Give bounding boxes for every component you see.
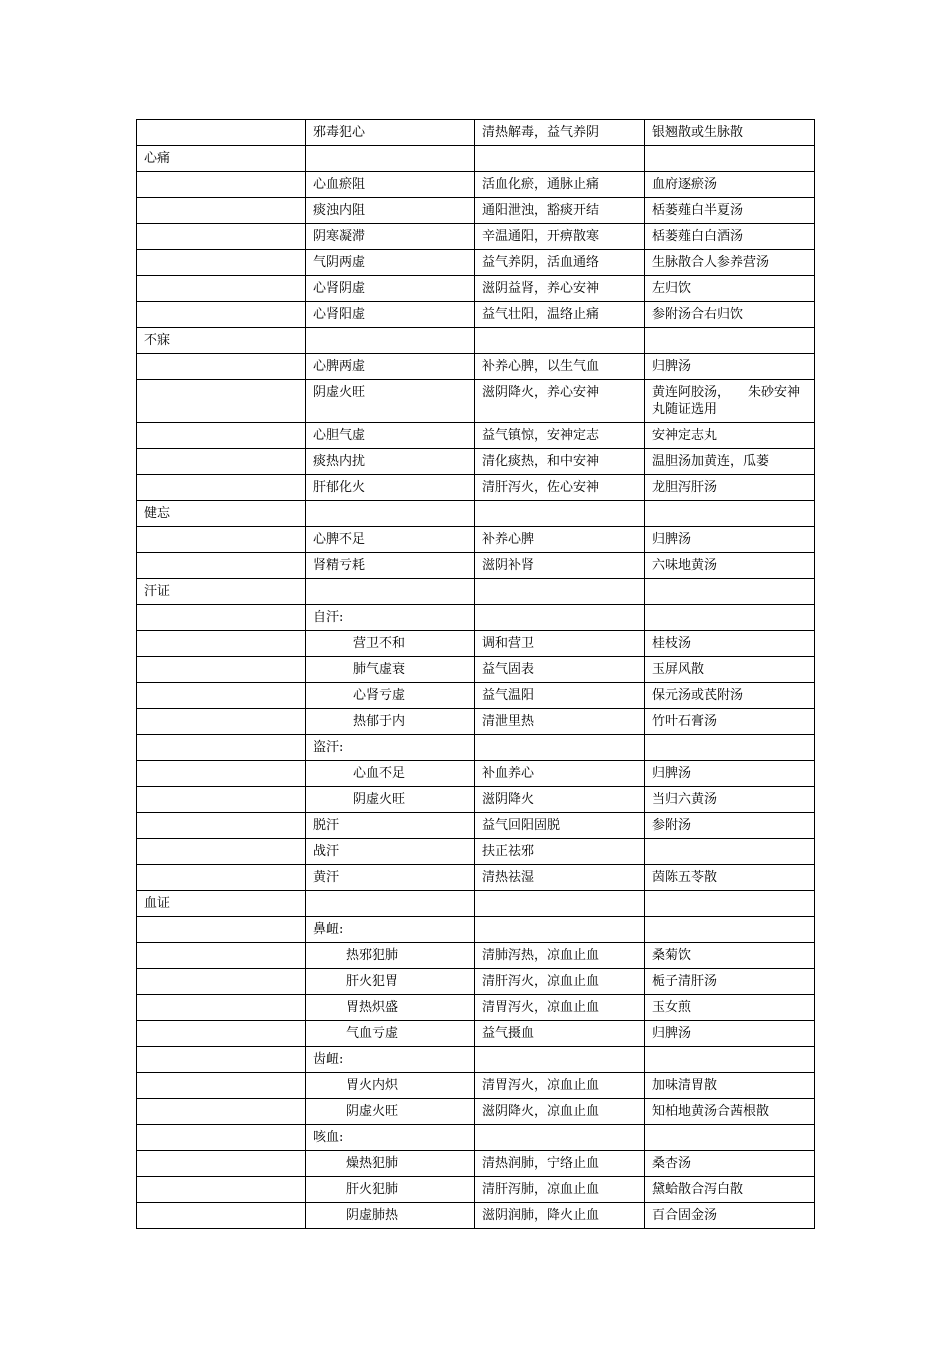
table-row bbox=[137, 969, 815, 995]
syndrome-cell: 痰浊内阻 bbox=[306, 198, 475, 224]
table-row bbox=[137, 891, 815, 917]
syndrome-cell: 心血不足 bbox=[306, 761, 475, 787]
table-row bbox=[137, 475, 815, 501]
table-row bbox=[137, 1151, 815, 1177]
disease-cell bbox=[137, 423, 306, 449]
formula-cell bbox=[645, 146, 815, 172]
treatment-cell bbox=[475, 1047, 645, 1073]
disease-cell bbox=[137, 1099, 306, 1125]
disease-cell bbox=[137, 735, 306, 761]
disease-cell: 血证 bbox=[137, 891, 306, 917]
syndrome-cell: 气血亏虚 bbox=[306, 1021, 475, 1047]
treatment-cell: 补血养心 bbox=[475, 761, 645, 787]
formula-cell: 参附汤合右归饮 bbox=[645, 302, 815, 328]
treatment-cell: 滋阴降火 bbox=[475, 787, 645, 813]
treatment-cell: 滋阴润肺，降火止血 bbox=[475, 1203, 645, 1229]
table-row bbox=[137, 198, 815, 224]
table-row bbox=[137, 579, 815, 605]
treatment-cell: 清化痰热，和中安神 bbox=[475, 449, 645, 475]
formula-cell: 归脾汤 bbox=[645, 354, 815, 380]
treatment-cell bbox=[475, 735, 645, 761]
formula-cell bbox=[645, 380, 815, 423]
formula-cell: 当归六黄汤 bbox=[645, 787, 815, 813]
table-row bbox=[137, 683, 815, 709]
syndrome-cell: 鼻衄: bbox=[306, 917, 475, 943]
formula-cell: 竹叶石膏汤 bbox=[645, 709, 815, 735]
formula-part-2: 朱砂安神丸随证选用 bbox=[652, 385, 801, 417]
syndrome-cell: 邪毒犯心 bbox=[306, 120, 475, 146]
disease-cell bbox=[137, 631, 306, 657]
table-row bbox=[137, 657, 815, 683]
syndrome-cell: 肾精亏耗 bbox=[306, 553, 475, 579]
treatment-cell bbox=[475, 328, 645, 354]
formula-cell: 生脉散合人参养营汤 bbox=[645, 250, 815, 276]
disease-cell: 健忘 bbox=[137, 501, 306, 527]
treatment-cell: 益气镇惊，安神定志 bbox=[475, 423, 645, 449]
formula-cell bbox=[645, 605, 815, 631]
treatment-cell: 益气摄血 bbox=[475, 1021, 645, 1047]
formula-cell: 玉女煎 bbox=[645, 995, 815, 1021]
disease-cell bbox=[137, 657, 306, 683]
disease-cell bbox=[137, 1203, 306, 1229]
syndrome-cell: 心肾亏虚 bbox=[306, 683, 475, 709]
table-row bbox=[137, 839, 815, 865]
treatment-cell: 滋阴益肾，养心安神 bbox=[475, 276, 645, 302]
treatment-cell: 通阳泄浊，豁痰开结 bbox=[475, 198, 645, 224]
syndrome-cell: 热郁于内 bbox=[306, 709, 475, 735]
disease-cell bbox=[137, 527, 306, 553]
treatment-cell bbox=[475, 891, 645, 917]
disease-cell bbox=[137, 917, 306, 943]
formula-cell: 归脾汤 bbox=[645, 1021, 815, 1047]
disease-cell bbox=[137, 1021, 306, 1047]
formula-cell bbox=[645, 501, 815, 527]
disease-cell bbox=[137, 943, 306, 969]
table-row bbox=[137, 250, 815, 276]
table-row bbox=[137, 1203, 815, 1229]
formula-cell bbox=[645, 917, 815, 943]
treatment-cell: 清热润肺，宁络止血 bbox=[475, 1151, 645, 1177]
disease-cell bbox=[137, 813, 306, 839]
disease-cell bbox=[137, 683, 306, 709]
disease-cell bbox=[137, 380, 306, 423]
table-row bbox=[137, 328, 815, 354]
formula-cell: 归脾汤 bbox=[645, 761, 815, 787]
treatment-cell: 清胃泻火，凉血止血 bbox=[475, 995, 645, 1021]
formula-cell: 栀子清肝汤 bbox=[645, 969, 815, 995]
table-row bbox=[137, 995, 815, 1021]
syndrome-cell: 肝火犯肺 bbox=[306, 1177, 475, 1203]
table-row bbox=[137, 605, 815, 631]
disease-cell bbox=[137, 839, 306, 865]
disease-cell bbox=[137, 276, 306, 302]
table-row bbox=[137, 917, 815, 943]
disease-cell bbox=[137, 198, 306, 224]
table-row bbox=[137, 865, 815, 891]
formula-cell: 银翘散或生脉散 bbox=[645, 120, 815, 146]
table-row bbox=[137, 735, 815, 761]
table-row bbox=[137, 527, 815, 553]
syndrome-cell: 阴虚火旺 bbox=[306, 380, 475, 423]
table-row bbox=[137, 380, 815, 423]
syndrome-cell bbox=[306, 579, 475, 605]
syndrome-cell: 自汗: bbox=[306, 605, 475, 631]
table-row bbox=[137, 1177, 815, 1203]
treatment-cell: 调和营卫 bbox=[475, 631, 645, 657]
table-row bbox=[137, 553, 815, 579]
table-row bbox=[137, 354, 815, 380]
formula-cell: 桑杏汤 bbox=[645, 1151, 815, 1177]
table-row bbox=[137, 224, 815, 250]
treatment-cell: 益气壮阳，温络止痛 bbox=[475, 302, 645, 328]
treatment-cell: 清热祛湿 bbox=[475, 865, 645, 891]
formula-cell: 栝蒌薤白白酒汤 bbox=[645, 224, 815, 250]
formula-cell: 参附汤 bbox=[645, 813, 815, 839]
syndrome-cell: 肝郁化火 bbox=[306, 475, 475, 501]
table-row bbox=[137, 761, 815, 787]
syndrome-cell: 脱汗 bbox=[306, 813, 475, 839]
table-row bbox=[137, 501, 815, 527]
treatment-cell bbox=[475, 917, 645, 943]
formula-cell: 知柏地黄汤合茜根散 bbox=[645, 1099, 815, 1125]
disease-cell bbox=[137, 709, 306, 735]
table-row bbox=[137, 423, 815, 449]
formula-cell: 桂枝汤 bbox=[645, 631, 815, 657]
disease-cell bbox=[137, 302, 306, 328]
table-row bbox=[137, 276, 815, 302]
syndrome-cell: 胃火内炽 bbox=[306, 1073, 475, 1099]
disease-cell bbox=[137, 354, 306, 380]
formula-cell: 黛蛤散合泻白散 bbox=[645, 1177, 815, 1203]
syndrome-cell: 心脾不足 bbox=[306, 527, 475, 553]
syndrome-cell bbox=[306, 328, 475, 354]
syndrome-cell: 气阴两虚 bbox=[306, 250, 475, 276]
treatment-cell: 扶正祛邪 bbox=[475, 839, 645, 865]
syndrome-cell: 黄汗 bbox=[306, 865, 475, 891]
table-row bbox=[137, 709, 815, 735]
disease-cell bbox=[137, 449, 306, 475]
syndrome-cell: 胃热炽盛 bbox=[306, 995, 475, 1021]
table-row bbox=[137, 172, 815, 198]
disease-cell bbox=[137, 1177, 306, 1203]
syndrome-cell: 咳血: bbox=[306, 1125, 475, 1151]
syndrome-cell: 阴寒凝滞 bbox=[306, 224, 475, 250]
table-row bbox=[137, 120, 815, 146]
formula-cell: 六味地黄汤 bbox=[645, 553, 815, 579]
treatment-cell: 清肝泻肺，凉血止血 bbox=[475, 1177, 645, 1203]
formula-cell bbox=[645, 579, 815, 605]
disease-cell bbox=[137, 1125, 306, 1151]
formula-cell: 桑菊饮 bbox=[645, 943, 815, 969]
disease-cell: 不寐 bbox=[137, 328, 306, 354]
syndrome-cell: 阴虚肺热 bbox=[306, 1203, 475, 1229]
syndrome-cell: 心脾两虚 bbox=[306, 354, 475, 380]
formula-cell bbox=[645, 891, 815, 917]
treatment-cell: 益气回阳固脱 bbox=[475, 813, 645, 839]
disease-cell bbox=[137, 1047, 306, 1073]
treatment-cell: 益气温阳 bbox=[475, 683, 645, 709]
table-row bbox=[137, 1073, 815, 1099]
treatment-cell bbox=[475, 501, 645, 527]
treatment-cell bbox=[475, 1125, 645, 1151]
disease-cell bbox=[137, 1151, 306, 1177]
disease-cell: 心痛 bbox=[137, 146, 306, 172]
formula-cell bbox=[645, 1047, 815, 1073]
syndrome-cell: 热邪犯肺 bbox=[306, 943, 475, 969]
syndrome-cell: 阴虚火旺 bbox=[306, 1099, 475, 1125]
treatment-cell: 滋阴降火，养心安神 bbox=[475, 380, 645, 423]
formula-cell bbox=[645, 1125, 815, 1151]
syndrome-cell bbox=[306, 501, 475, 527]
treatment-cell: 清泄里热 bbox=[475, 709, 645, 735]
treatment-cell: 清胃泻火，凉血止血 bbox=[475, 1073, 645, 1099]
syndrome-cell: 阴虚火旺 bbox=[306, 787, 475, 813]
treatment-cell: 益气固表 bbox=[475, 657, 645, 683]
formula-cell: 栝蒌薤白半夏汤 bbox=[645, 198, 815, 224]
disease-cell bbox=[137, 995, 306, 1021]
treatment-cell: 补养心脾，以生气血 bbox=[475, 354, 645, 380]
syndrome-cell: 燥热犯肺 bbox=[306, 1151, 475, 1177]
treatment-cell: 清肺泻热，凉血止血 bbox=[475, 943, 645, 969]
formula-cell: 玉屏风散 bbox=[645, 657, 815, 683]
formula-cell: 血府逐瘀汤 bbox=[645, 172, 815, 198]
disease-cell bbox=[137, 969, 306, 995]
disease-cell bbox=[137, 475, 306, 501]
disease-cell bbox=[137, 250, 306, 276]
syndrome-cell: 心肾阴虚 bbox=[306, 276, 475, 302]
formula-cell: 百合固金汤 bbox=[645, 1203, 815, 1229]
disease-cell bbox=[137, 120, 306, 146]
treatment-cell: 补养心脾 bbox=[475, 527, 645, 553]
formula-cell: 龙胆泻肝汤 bbox=[645, 475, 815, 501]
formula-cell: 保元汤或芪附汤 bbox=[645, 683, 815, 709]
syndrome-cell: 战汗 bbox=[306, 839, 475, 865]
disease-cell bbox=[137, 787, 306, 813]
treatment-cell: 清热解毒，益气养阴 bbox=[475, 120, 645, 146]
syndrome-cell: 心胆气虚 bbox=[306, 423, 475, 449]
syndrome-cell: 盗汗: bbox=[306, 735, 475, 761]
table-row bbox=[137, 787, 815, 813]
table-row bbox=[137, 631, 815, 657]
treatment-cell: 清肝泻火，凉血止血 bbox=[475, 969, 645, 995]
table-row bbox=[137, 1125, 815, 1151]
formula-cell: 安神定志丸 bbox=[645, 423, 815, 449]
treatment-cell: 滋阴降火，凉血止血 bbox=[475, 1099, 645, 1125]
table-row bbox=[137, 1021, 815, 1047]
formula-cell: 加味清胃散 bbox=[645, 1073, 815, 1099]
syndrome-cell: 肺气虚衰 bbox=[306, 657, 475, 683]
table-row bbox=[137, 146, 815, 172]
disease-cell bbox=[137, 605, 306, 631]
formula-cell: 茵陈五苓散 bbox=[645, 865, 815, 891]
treatment-cell bbox=[475, 579, 645, 605]
treatment-cell: 滋阴补肾 bbox=[475, 553, 645, 579]
table-row bbox=[137, 1099, 815, 1125]
disease-cell bbox=[137, 761, 306, 787]
treatment-cell: 活血化瘀，通脉止痛 bbox=[475, 172, 645, 198]
table-row bbox=[137, 302, 815, 328]
disease-cell bbox=[137, 553, 306, 579]
syndrome-cell: 心血瘀阻 bbox=[306, 172, 475, 198]
formula-cell: 温胆汤加黄连，瓜蒌 bbox=[645, 449, 815, 475]
treatment-cell: 清肝泻火，佐心安神 bbox=[475, 475, 645, 501]
disease-cell bbox=[137, 224, 306, 250]
syndrome-cell: 痰热内扰 bbox=[306, 449, 475, 475]
syndrome-cell: 营卫不和 bbox=[306, 631, 475, 657]
syndrome-cell: 齿衄: bbox=[306, 1047, 475, 1073]
table-row bbox=[137, 943, 815, 969]
treatment-cell: 辛温通阳，开痹散寒 bbox=[475, 224, 645, 250]
table-row bbox=[137, 813, 815, 839]
disease-cell bbox=[137, 865, 306, 891]
table-row bbox=[137, 1047, 815, 1073]
treatment-cell bbox=[475, 146, 645, 172]
disease-cell bbox=[137, 172, 306, 198]
formula-cell bbox=[645, 328, 815, 354]
disease-cell bbox=[137, 1073, 306, 1099]
syndrome-treatment-table bbox=[136, 119, 815, 1229]
formula-cell bbox=[645, 839, 815, 865]
table-row bbox=[137, 449, 815, 475]
formula-cell bbox=[645, 735, 815, 761]
formula-part-1: 黄连阿胶汤， bbox=[652, 385, 731, 400]
formula-cell: 归脾汤 bbox=[645, 527, 815, 553]
disease-cell: 汗证 bbox=[137, 579, 306, 605]
formula-cell: 左归饮 bbox=[645, 276, 815, 302]
syndrome-cell: 心肾阳虚 bbox=[306, 302, 475, 328]
treatment-cell: 益气养阴，活血通络 bbox=[475, 250, 645, 276]
syndrome-cell bbox=[306, 891, 475, 917]
syndrome-cell bbox=[306, 146, 475, 172]
syndrome-cell: 肝火犯胃 bbox=[306, 969, 475, 995]
treatment-cell bbox=[475, 605, 645, 631]
